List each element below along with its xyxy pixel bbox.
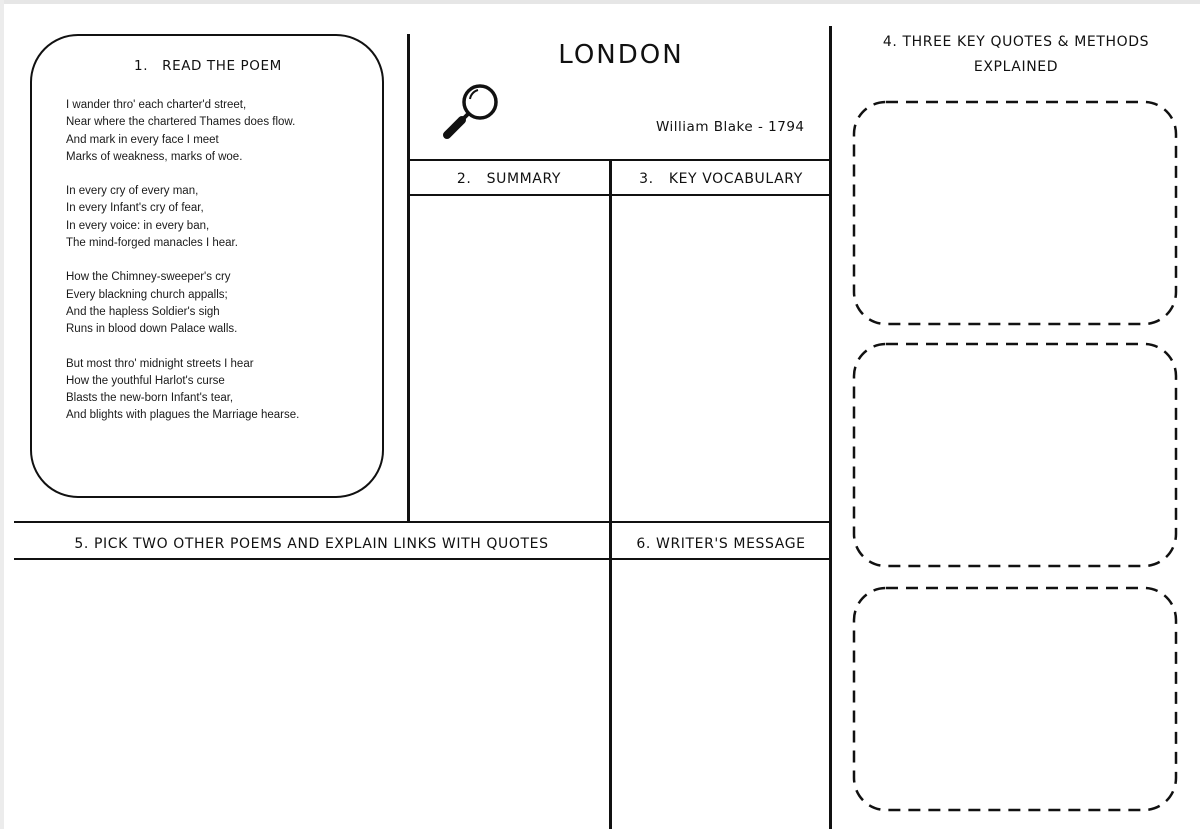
divider-header-bottom: [409, 159, 831, 161]
poem-line: Near where the chartered Thames does flow.: [66, 116, 296, 129]
poem-line: In every cry of every man,: [66, 185, 199, 198]
poem-box: [30, 34, 384, 498]
poem-line: And blights with plagues the Marriage hearse.: [66, 409, 300, 422]
poem-line: In every Infant's cry of fear,: [66, 202, 204, 215]
poem-line: In every voice: in every ban,: [66, 219, 210, 232]
poem-heading: [134, 58, 282, 74]
vocabulary-area[interactable]: [612, 196, 829, 521]
summary-heading: 2. SUMMARY: [456, 171, 562, 187]
poem-line: How the Chimney-sweeper's cry: [66, 271, 231, 284]
poem-stanza: [66, 356, 366, 425]
poem-line: I wander thro' each charter'd street,: [66, 99, 247, 111]
poem-line: Runs in blood down Palace walls.: [66, 323, 238, 336]
divider-lower-top: [14, 521, 831, 523]
links-heading: 5. PICK TWO OTHER POEMS AND EXPLAIN LINKS WITH QUOTES: [74, 536, 549, 552]
quote-box-3[interactable]: [848, 584, 1182, 814]
poem-heading-number: 1.: [134, 58, 149, 74]
poem-stanza: [66, 183, 366, 252]
vocabulary-heading: 3. KEY VOCABULARY: [639, 171, 803, 187]
quote-box-2[interactable]: [848, 340, 1182, 570]
poem-line: And mark in every face I meet: [66, 133, 219, 146]
magnifying-glass-icon: [440, 78, 506, 144]
quotes-heading-line1: 4. THREE KEY QUOTES & METHODS: [882, 34, 1150, 50]
message-area[interactable]: [612, 560, 829, 829]
page-title: LONDON: [558, 40, 684, 70]
quote-box-1[interactable]: [848, 98, 1182, 328]
divider-main-right: [829, 26, 832, 829]
poem-line: And the hapless Soldier's sigh: [66, 305, 220, 318]
poem-text: [66, 97, 366, 442]
poem-line: How the youthful Harlot's curse: [66, 374, 225, 387]
quotes-heading-line2: EXPLAINED: [973, 59, 1059, 75]
poem-line: But most thro' midnight streets I hear: [66, 357, 254, 370]
page-edge-top: [0, 0, 1200, 4]
poem-stanza: [66, 97, 366, 166]
poem-line: Marks of weakness, marks of woe.: [66, 150, 243, 163]
poem-line: Blasts the new-born Infant's tear,: [66, 392, 234, 405]
poem-line: Every blackning church appalls;: [66, 288, 228, 301]
poem-author: William Blake - 1794: [656, 119, 805, 135]
page-edge-left: [0, 0, 4, 829]
poem-heading-label: READ THE POEM: [162, 58, 282, 74]
message-heading: 6. WRITER'S MESSAGE: [636, 536, 806, 552]
poem-line: The mind-forged manacles I hear.: [66, 237, 238, 250]
summary-area[interactable]: [410, 196, 609, 521]
links-area[interactable]: [14, 560, 609, 829]
poem-stanza: [66, 269, 366, 338]
